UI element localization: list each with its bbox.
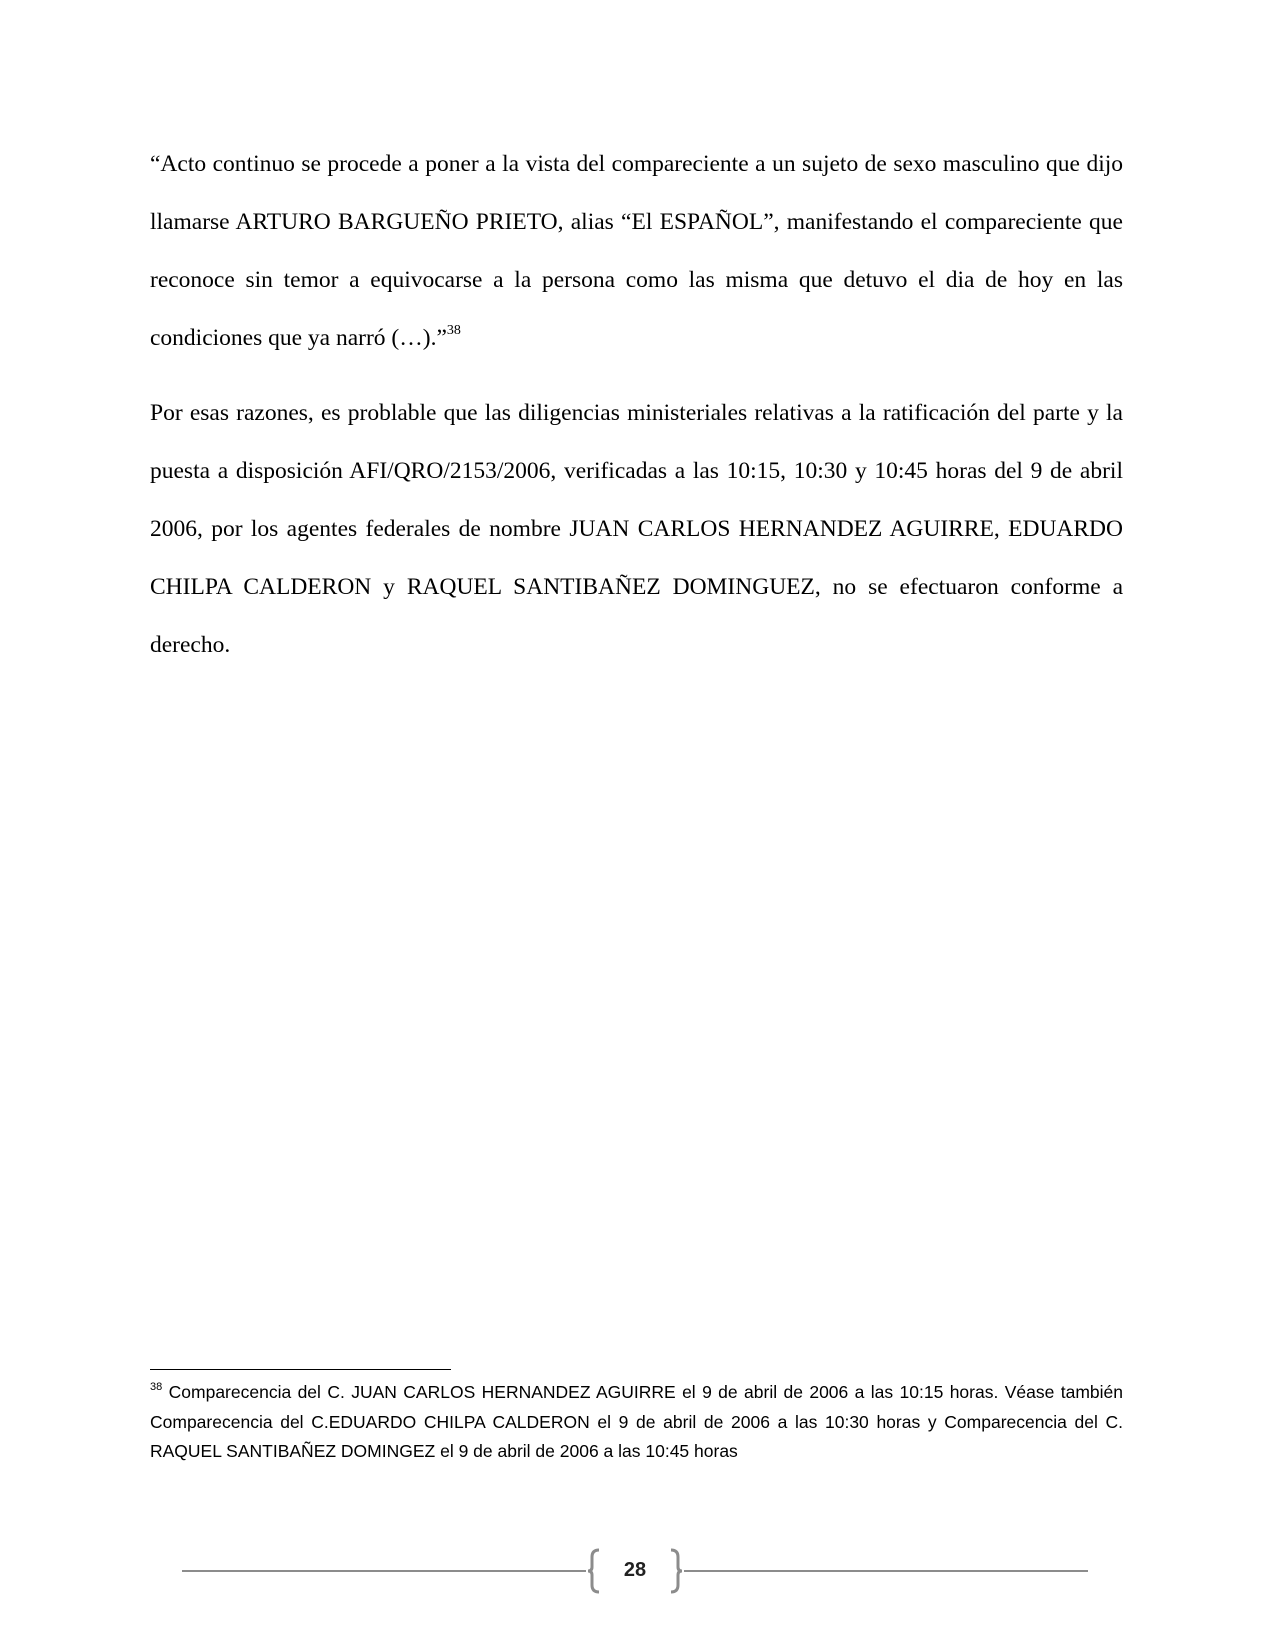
footnote-separator <box>150 1369 451 1370</box>
footnote-number: 38 <box>150 1381 163 1394</box>
left-bracket-icon <box>586 1548 604 1594</box>
footnote-reference[interactable]: 38 <box>446 323 461 339</box>
page-footer <box>182 1548 1088 1594</box>
quoted-testimony-paragraph <box>150 135 1123 367</box>
conclusion-paragraph <box>150 384 1123 674</box>
footer-rule-right <box>684 1570 1088 1572</box>
footnote-text: Comparecencia del C. JUAN CARLOS HERNANDEZ AGUIRRE el 9 de abril de 2006 a las 10:15 horas. Véase también Comparecencia del C.EDUARDO CHILPA CALDERON el 9 de abril de 2006 a las 10:30 horas y Comparecencia del C. RAQUEL SANTIBAÑEZ DOMINGEZ el 9 de abril de 2006 a las 10:45 horas <box>150 1382 1123 1461</box>
conclusion-text: Por esas razones, es problable que las diligencias ministeriales relativas a la ratificación del parte y la puesta a disposición AFI/QRO/2153/2006, verificadas a las 10:15, 10:30 y 10:45 horas del 9 de abril 2006, por los agentes federales de nombre JUAN CARLOS HERNANDEZ AGUIRRE, EDUARDO CHILPA CALDERON y RAQUEL SANTIBAÑEZ DOMINGUEZ, no se efectuaron conforme a derecho. <box>150 400 1123 658</box>
page-number: 28 <box>623 1559 647 1581</box>
quoted-testimony-text: “Acto continuo se procede a poner a la vista del compareciente a un sujeto de sexo masculino que dijo llamarse ARTURO BARGUEÑO PRIETO, alias “El ESPAÑOL”, manifestando el compareciente que reconoce sin temor a equivocarse a la persona como las misma que detuvo el dia de hoy en las condiciones que ya narró (…).” <box>150 151 1123 351</box>
footer-rule-left <box>182 1570 586 1572</box>
footnote <box>150 1378 1123 1467</box>
right-bracket-icon <box>666 1548 684 1594</box>
